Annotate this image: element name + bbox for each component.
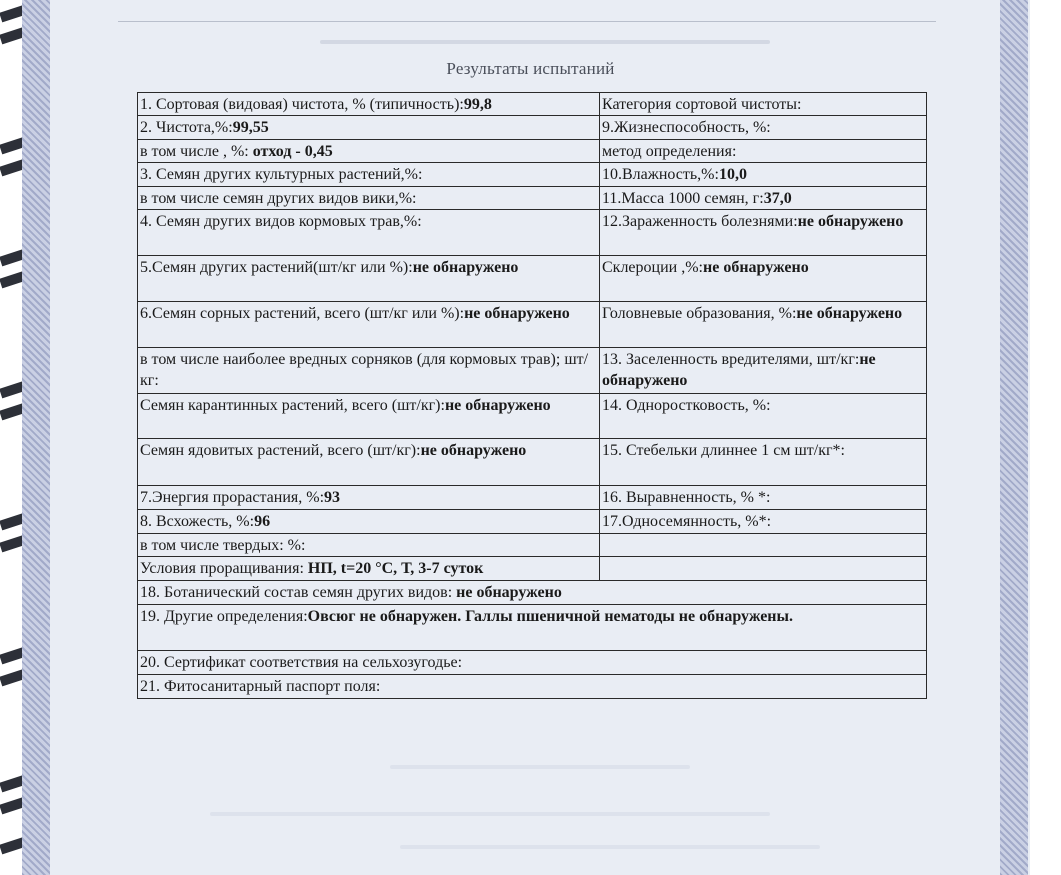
result-cell-left (138, 140, 600, 163)
field-value: 99,8 (463, 96, 492, 113)
page-title: Результаты испытаний (446, 59, 615, 78)
result-cell-left (138, 557, 600, 581)
field-label: 16. Выравненность, % *: (602, 489, 771, 506)
field-label: 21. Фитосанитарный паспорт поля: (140, 678, 381, 695)
field-value: 96 (254, 513, 271, 530)
field-value: отход - 0,45 (252, 143, 333, 160)
field-label: в том числе , %: (140, 143, 253, 160)
field-label: в том числе твердых: %: (140, 537, 306, 554)
table-row (138, 510, 927, 534)
field-value: не обнаружено (703, 259, 809, 276)
table-row (138, 302, 927, 348)
field-value: не обнаружено (602, 351, 876, 389)
field-label: 4. Семян других видов кормовых трав,%: (140, 213, 422, 230)
field-value: не обнаружено (456, 584, 562, 601)
table-row (138, 675, 927, 699)
field-value: 99,55 (232, 119, 269, 136)
field-label: 9.Жизнеспособность, %: (602, 119, 771, 136)
field-label: 12.Зараженность болезнями: (602, 213, 798, 230)
field-value: не обнаружено (464, 305, 570, 322)
field-label: метод определения: (602, 143, 737, 160)
result-cell-left (138, 486, 600, 510)
table-row (138, 439, 927, 486)
field-label: 5.Семян других растений(шт/кг или %): (140, 259, 413, 276)
result-cell-full (138, 605, 927, 651)
table-row (138, 140, 927, 163)
table-row (138, 557, 927, 581)
faded-backside-text (210, 812, 770, 816)
result-cell-right (600, 510, 927, 534)
field-label: 15. Стебельки длиннее 1 см шт/кг*: (602, 442, 845, 459)
result-cell-right (600, 210, 927, 256)
table-row (138, 651, 927, 675)
field-value: 37,0 (763, 190, 792, 207)
field-label: 17.Односемянность, %*: (602, 513, 772, 530)
table-row (138, 163, 927, 187)
table-row (138, 486, 927, 510)
table-row (138, 581, 927, 605)
field-label: 8. Всхожесть, %: (140, 513, 255, 530)
field-label: 20. Сертификат соответствия на сельхозугодье: (140, 654, 463, 671)
field-value: 93 (324, 489, 341, 506)
field-label: Семян карантинных растений, всего (шт/кг): (140, 397, 445, 414)
field-label: 19. Другие определения: (140, 608, 308, 625)
result-cell-right (600, 256, 927, 302)
table-row (138, 256, 927, 302)
field-label: 14. Одноростковость, %: (602, 397, 771, 414)
result-cell-right (600, 93, 927, 116)
field-label: 2. Чистота,%: (140, 119, 233, 136)
field-label: Семян ядовитых растений, всего (шт/кг): (140, 442, 421, 459)
field-label: 3. Семян других культурных растений,%: (140, 166, 423, 183)
table-row (138, 348, 927, 394)
result-cell-right (600, 557, 927, 581)
spiral-binding (0, 0, 24, 875)
result-cell-left (138, 394, 600, 439)
table-row (138, 187, 927, 210)
field-label: Склероции ,%: (602, 259, 703, 276)
result-cell-full (138, 581, 927, 605)
result-cell-left (138, 439, 600, 486)
field-label: 1. Сортовая (видовая) чистота, % (типичность): (140, 96, 464, 113)
result-cell-left (138, 256, 600, 302)
result-cell-right (600, 116, 927, 140)
field-value: Овсюг не обнаружен. Галлы пшеничной нематоды не обнаружены. (307, 608, 794, 625)
field-value: не обнаружено (796, 305, 903, 322)
result-cell-left (138, 534, 600, 557)
result-cell-right (600, 187, 927, 210)
field-label: Головневые образования, %: (602, 305, 797, 322)
field-value: не обнаружено (420, 442, 527, 459)
result-cell-right (600, 302, 927, 348)
result-cell-right (600, 163, 927, 187)
result-cell-right (600, 486, 927, 510)
field-value: НП, t=20 °С, Т, 3-7 суток (307, 560, 484, 577)
decorative-border-right (1000, 0, 1028, 875)
faded-backside-text (390, 765, 690, 769)
result-cell-left (138, 348, 600, 394)
results-table (137, 92, 927, 699)
result-cell-right (600, 534, 927, 557)
result-cell-left (138, 187, 600, 210)
table-row (138, 116, 927, 140)
field-label: 11.Масса 1000 семян, г: (602, 190, 764, 207)
top-divider (118, 21, 936, 22)
result-cell-left (138, 510, 600, 534)
result-cell-left (138, 210, 600, 256)
field-label: в том числе наиболее вредных сорняков (для кормовых трав); шт/кг: (140, 351, 589, 389)
result-cell-left (138, 302, 600, 348)
table-row (138, 210, 927, 256)
result-cell-right (600, 348, 927, 394)
field-value: не обнаружено (797, 213, 904, 230)
field-value: не обнаружено (412, 259, 519, 276)
table-row (138, 93, 927, 116)
table-row (138, 534, 927, 557)
result-cell-right (600, 439, 927, 486)
field-value: 10,0 (718, 166, 747, 183)
result-cell-left (138, 116, 600, 140)
result-cell-full (138, 651, 927, 675)
result-cell-left (138, 163, 600, 187)
result-cell-right (600, 140, 927, 163)
result-cell-left (138, 93, 600, 116)
faded-backside-text (400, 845, 820, 849)
field-label: в том числе семян других видов вики,%: (140, 190, 417, 207)
field-label: 10.Влажность,%: (602, 166, 719, 183)
field-label: Условия проращивания: (140, 560, 308, 577)
table-row (138, 605, 927, 651)
table-row (138, 394, 927, 439)
field-label: 6.Семян сорных растений, всего (шт/кг или %): (140, 305, 465, 322)
result-cell-full (138, 675, 927, 699)
field-label: 7.Энергия прорастания, %: (140, 489, 325, 506)
field-label: 18. Ботанический состав семян других видов: (140, 584, 457, 601)
decorative-border-left (22, 0, 50, 875)
field-label: 13. Заселенность вредителями, шт/кг: (602, 351, 860, 368)
field-label: Категория сортовой чистоты: (602, 96, 802, 113)
result-cell-right (600, 394, 927, 439)
field-value: не обнаружено (444, 397, 551, 414)
faded-backside-text (320, 40, 770, 44)
